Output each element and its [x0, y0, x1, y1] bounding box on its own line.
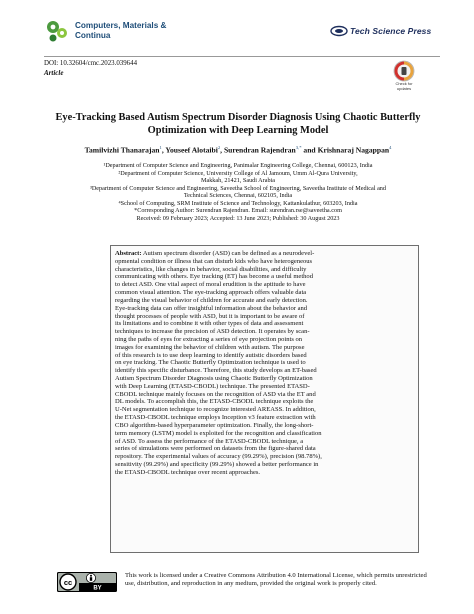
abstract-line: ning the paths of eyes for extracting a series of eye projection points on [115, 335, 303, 343]
publisher-name: Tech Science Press [350, 26, 432, 36]
abstract-line: term memory (LSTM) model is exploited for the recognition and classification [115, 429, 322, 437]
abstract-line: U-Net segmentation technique to recognize interested AREASS. In addition, [115, 406, 316, 414]
journal-name-line2: Continua [75, 31, 111, 40]
abstract-line: its limitations and to combine it with other types of data and assessment [115, 320, 304, 328]
abstract-line: series of simulations were performed on datasets from the figure-shared data [115, 445, 316, 453]
abstract-line: common visual attention. The eye-tracking approach offers valuable data [115, 289, 307, 297]
abstract-line: to detect ASD. One vital aspect of moral erudition is the aptitude to have [115, 281, 306, 289]
abstract-line: the ETASD-CBODL technique employs Inception v3 feature extraction with [115, 414, 316, 422]
article-type: Article [44, 69, 64, 77]
affiliation-2: ²Department of Computer Science, University College of Al Jamoum, Umm Al-Qura University, [118, 169, 358, 177]
affiliations [44, 162, 432, 222]
page-header [0, 0, 474, 60]
corresponding-author: *Corresponding Author: Surendran Rajendran. Email: surendran.rse@saveetha.com [134, 207, 342, 214]
affiliation-1: ¹Department of Computer Science and Engineering, Panimalar Engineering College, Chennai, 600123, India [103, 162, 373, 169]
by-badge-text: BY [93, 585, 102, 592]
abstract-line: Autism Spectrum Disorder Diagnosis using Chaotic Butterfly Optimization [115, 375, 313, 382]
check-for-updates-icon [391, 60, 417, 82]
abstract-line: on eye tracking. The Chaotic Butterfly Optimization technique is used to [115, 359, 306, 367]
abstract-text [115, 250, 413, 477]
author-separator: , [161, 145, 166, 155]
author-affiliation-marker[interactable]: 4 [389, 145, 392, 150]
abstract-line: DL models. To accomplish this, the ETASD-CBODL technique exploits the [115, 398, 314, 406]
abstract-line: communicating with others. Eye tracking (ET) has become a useful method [115, 273, 313, 281]
author-name: Tamilvizhi Thanarajan [84, 145, 160, 155]
header-divider [44, 56, 440, 57]
author-name: Surendran Rajendran [223, 145, 296, 155]
abstract-line-text: Autism spectrum disorder (ASD) can be defined as a neurodevel- [141, 250, 315, 257]
affiliation-3-cont: Technical Sciences, Chennai, 602105, India [183, 192, 293, 199]
abstract-line: CBO algorithm-based hyperparameter optimization. Finally, the long-short- [115, 421, 314, 429]
abstract-line: of ASD. To assess the performance of the ETASD-CBODL technique, a [115, 437, 304, 445]
cc-badge-text: cc [63, 577, 73, 587]
journal-logo-icon [44, 18, 70, 44]
affiliation-4: ⁴School of Computing, SRM Institute of Science and Technology, Kattankulathur, 603203, India [118, 199, 358, 207]
journal-name-line1: Computers, Materials & [75, 21, 167, 30]
affiliation-3: ³Department of Computer Science and Engineering, Saveetha School of Engineering, Saveetha Institute of Medical and [89, 184, 386, 192]
article-title: Eye-Tracking Based Autism Spectrum Disorder Diagnosis Using Chaotic Butterfly Optimization with Deep Learning Model [55, 112, 421, 136]
license-statement: This work is licensed under a Creative Commons Attribution 4.0 International License, which permits unrestricted use, distribution, and reproduction in any medium, provided the original work is properly cited. [125, 572, 427, 587]
abstract-line: of this research is to use deep learning to identify autistic disorders based [115, 351, 307, 359]
doi-link[interactable]: DOI: 10.32604/cmc.2023.039644 [44, 60, 138, 67]
check-for-updates-label [389, 82, 419, 91]
abstract-line: images for examining the behavior of children with autism. The purpose [115, 343, 305, 351]
check-updates-line2: updates [396, 85, 412, 91]
author-affiliation-marker[interactable]: 3,* [295, 145, 302, 150]
abstract-line: thought processes of people with ASD, but it is important to be aware of [115, 312, 305, 320]
abstract-line: techniques to increase the precision of ASD detection. It operates by scan- [115, 328, 310, 336]
publisher-swoosh-icon [330, 24, 348, 38]
abstract-line: opmental condition or illness that can disturb kids who have heterogeneous [115, 257, 313, 265]
journal-name [75, 21, 166, 41]
article-dates: Received: 09 February 2023; Accepted: 13 June 2023; Published: 30 August 2023 [136, 214, 340, 222]
abstract-line: with Deep Learning (ETASD-CBODL) technique. The presented ETASD- [115, 382, 310, 390]
abstract-line: characteristics, like changes in behavior, social disabilities, and difficulty [115, 265, 307, 273]
publisher-logo [330, 23, 431, 39]
author-affiliation-marker[interactable]: 1 [159, 145, 162, 150]
abstract-line: Eye-tracking data can offer insightful information about the behavior and [115, 304, 308, 312]
author-separator: and [301, 145, 318, 155]
abstract-line: repository. The experimental values of accuracy (99.29%), precision (98.78%), [115, 453, 322, 461]
author-separator: , [220, 145, 224, 155]
abstract-box [110, 245, 419, 553]
check-for-updates-button[interactable] [391, 60, 417, 100]
abstract-line: CBODL technique mainly focuses on the recognition of ASD via the ET and [115, 390, 316, 398]
author-name: Youseef Alotaibi [165, 145, 218, 155]
cc-by-license-badge-icon[interactable] [57, 572, 117, 592]
author-list [44, 143, 432, 156]
abstract-line: regarding the visual behavior of children for accurate and early detection. [115, 296, 308, 304]
author-name: Krishnaraj Nagappan [317, 145, 390, 155]
abstract-line [115, 250, 413, 258]
abstract-line: sensitivity (99.29%) and specificity (99.29%) showed a better performance in [115, 460, 319, 468]
check-updates-line1: Check for [395, 81, 413, 86]
abstract-line: identify this specific disturbance. Therefore, this study develops an ET-based [115, 367, 317, 375]
abstract-label: Abstract: [115, 250, 142, 257]
affiliation-2-cont: Makkah, 21421, Saudi Arabia [200, 177, 276, 184]
author-affiliation-marker[interactable]: 2 [217, 145, 221, 150]
abstract-line: the ETASD-CBODL technique over recent approaches. [115, 468, 261, 476]
